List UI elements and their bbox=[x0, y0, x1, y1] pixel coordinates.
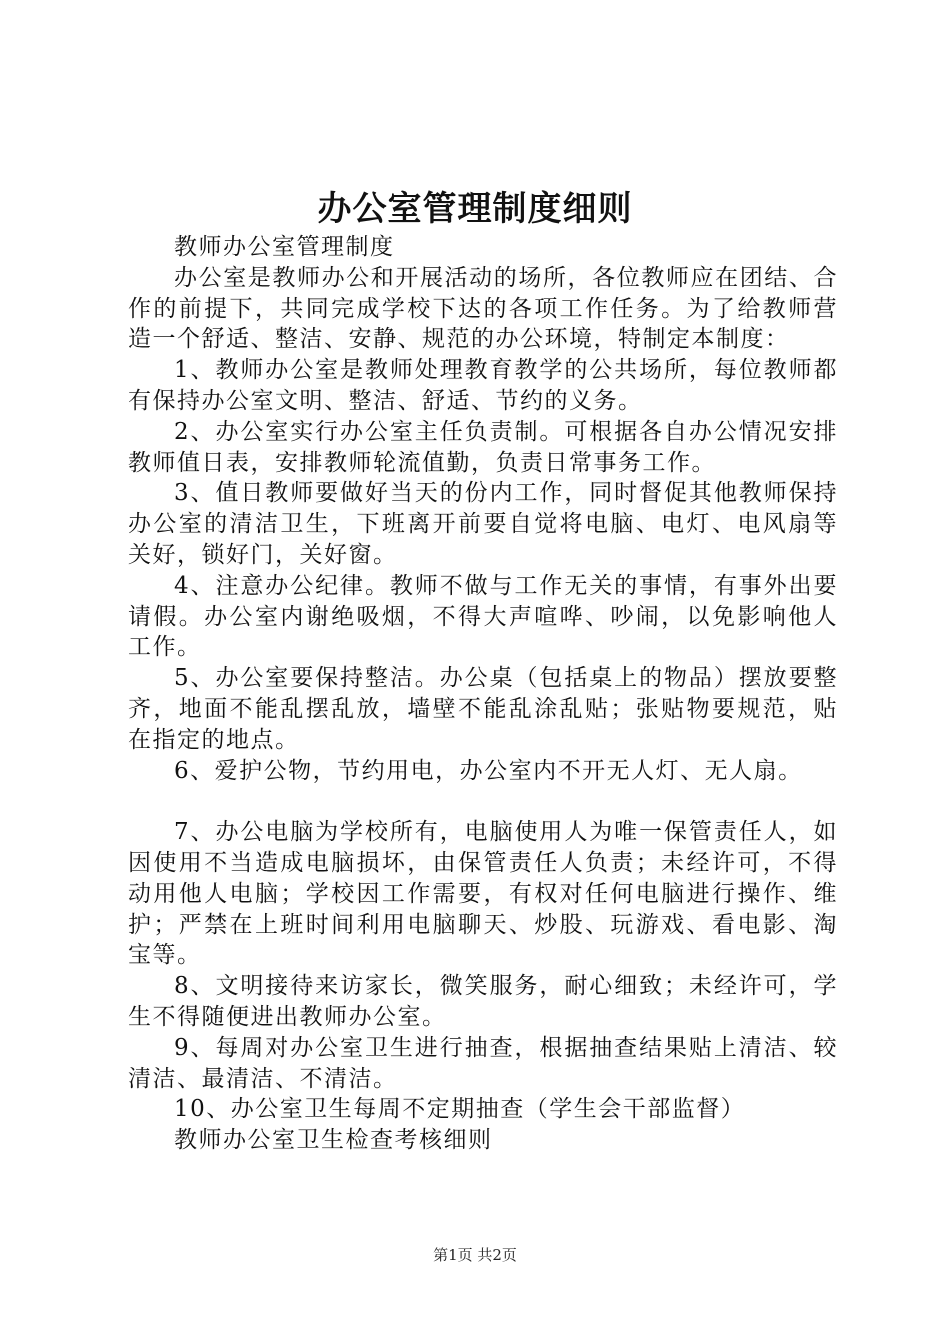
rule-3: 3、值日教师要做好当天的份内工作，同时督促其他教师保持办公室的清洁卫生，下班离开前要自觉将电脑、电灯、电风扇等关好，锁好门，关好窗。 bbox=[128, 480, 838, 568]
rule-8: 8、文明接待来访家长，微笑服务，耐心细致；未经许可，学生不得随便进出教师办公室。 bbox=[128, 973, 838, 1030]
rule-7: 7、办公电脑为学校所有，电脑使用人为唯一保管责任人，如因使用不当造成电脑损坏，由保管责任人负责；未经许可，不得动用他人电脑；学校因工作需要，有权对任何电脑进行操作、维护；严禁在上班时间利用电脑聊天、炒股、玩游戏、看电影、淘宝等。 bbox=[128, 819, 838, 969]
rule-5: 5、办公室要保持整洁。办公桌（包括桌上的物品）摆放要整齐，地面不能乱摆乱放，墙壁不能乱涂乱贴；张贴物要规范，贴在指定的地点。 bbox=[128, 665, 838, 753]
document-body bbox=[128, 232, 838, 1156]
document-title: 办公室管理制度细则 bbox=[317, 189, 633, 229]
rule-6: 6、爱护公物，节约用电，办公室内不开无人灯、无人扇。 bbox=[174, 757, 803, 784]
page-footer: 第1页 共2页 bbox=[433, 1246, 517, 1264]
blank-line bbox=[128, 786, 838, 817]
rule-2: 2、办公室实行办公室主任负责制。可根据各自办公情况安排教师值日表，安排教师轮流值勤，负责日常事务工作。 bbox=[128, 418, 838, 476]
rule-1: 1、教师办公室是教师处理教育教学的公共场所，每位教师都有保持办公室文明、整洁、舒适、节约的义务。 bbox=[128, 357, 838, 414]
rule-10: 10、办公室卫生每周不定期抽查（学生会干部监督） bbox=[174, 1096, 746, 1123]
rule-4: 4、注意办公纪律。教师不做与工作无关的事情，有事外出要请假。办公室内谢绝吸烟，不得大声喧哗、吵闹，以免影响他人工作。 bbox=[128, 572, 838, 661]
section-heading: 教师办公室管理制度 bbox=[174, 234, 395, 260]
rule-9: 9、每周对办公室卫生进行抽查，根据抽查结果贴上清洁、较清洁、最清洁、不清洁。 bbox=[128, 1034, 838, 1092]
subsection-heading: 教师办公室卫生检查考核细则 bbox=[174, 1127, 493, 1154]
intro-paragraph: 办公室是教师办公和开展活动的场所，各位教师应在团结、合作的前提下，共同完成学校下达的各项工作任务。为了给教师营造一个舒适、整洁、安静、规范的办公环境，特制定本制度： bbox=[128, 264, 838, 353]
